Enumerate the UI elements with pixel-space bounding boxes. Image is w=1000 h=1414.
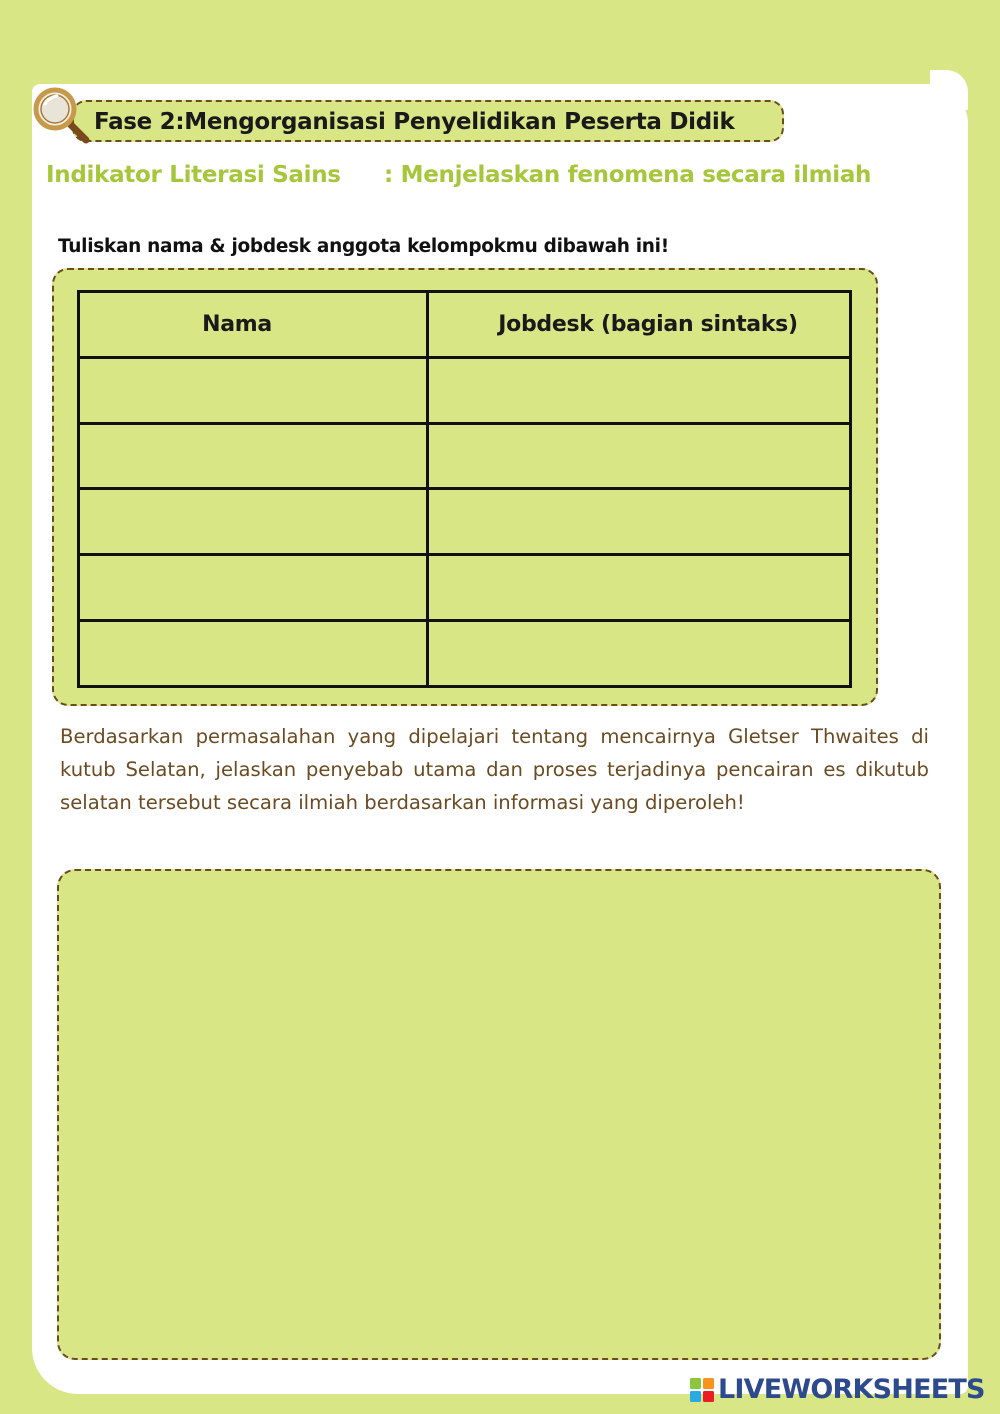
- nama-cell[interactable]: [79, 489, 428, 555]
- table-row: [79, 620, 851, 686]
- jobdesk-cell[interactable]: [428, 357, 851, 423]
- table-row: [79, 357, 851, 423]
- liveworksheets-brand[interactable]: [690, 1372, 990, 1408]
- jobdesk-cell[interactable]: [428, 423, 851, 489]
- jobdesk-cell[interactable]: [428, 489, 851, 555]
- indicator-label: Indikator Literasi Sains: [46, 162, 341, 188]
- group-members-table: [77, 290, 852, 688]
- magnifier-icon: [30, 84, 92, 146]
- liveworksheets-logo-icon: [690, 1378, 714, 1402]
- table-row: [79, 555, 851, 621]
- header-nama: Nama: [79, 292, 428, 358]
- header-jobdesk: Jobdesk (bagian sintaks): [428, 292, 851, 358]
- question-text: Berdasarkan permasalahan yang dipelajari tentang mencairnya Gletser Thwaites di kutub Selatan, jelaskan penyebab utama dan proses terjadinya pencairan es dikutub selatan tersebut secara ilmiah berdasarkan informasi yang diperoleh!: [60, 725, 929, 814]
- jobdesk-cell[interactable]: [428, 620, 851, 686]
- table-row: [79, 489, 851, 555]
- nama-cell[interactable]: [79, 620, 428, 686]
- jobdesk-cell[interactable]: [428, 555, 851, 621]
- answer-box[interactable]: [57, 869, 941, 1360]
- table-row: [79, 423, 851, 489]
- brand-text: LIVEWORKSHEETS: [718, 1374, 985, 1405]
- nama-cell[interactable]: [79, 423, 428, 489]
- phase-title: Fase 2:Mengorganisasi Penyelidikan Peserta Didik: [94, 109, 735, 135]
- indicator-value: : Menjelaskan fenomena secara ilmiah: [384, 162, 872, 188]
- nama-cell[interactable]: [79, 555, 428, 621]
- table-header-row: [79, 292, 851, 358]
- table-instruction: Tuliskan nama & jobdesk anggota kelompokmu dibawah ini!: [58, 236, 669, 257]
- nama-cell[interactable]: [79, 357, 428, 423]
